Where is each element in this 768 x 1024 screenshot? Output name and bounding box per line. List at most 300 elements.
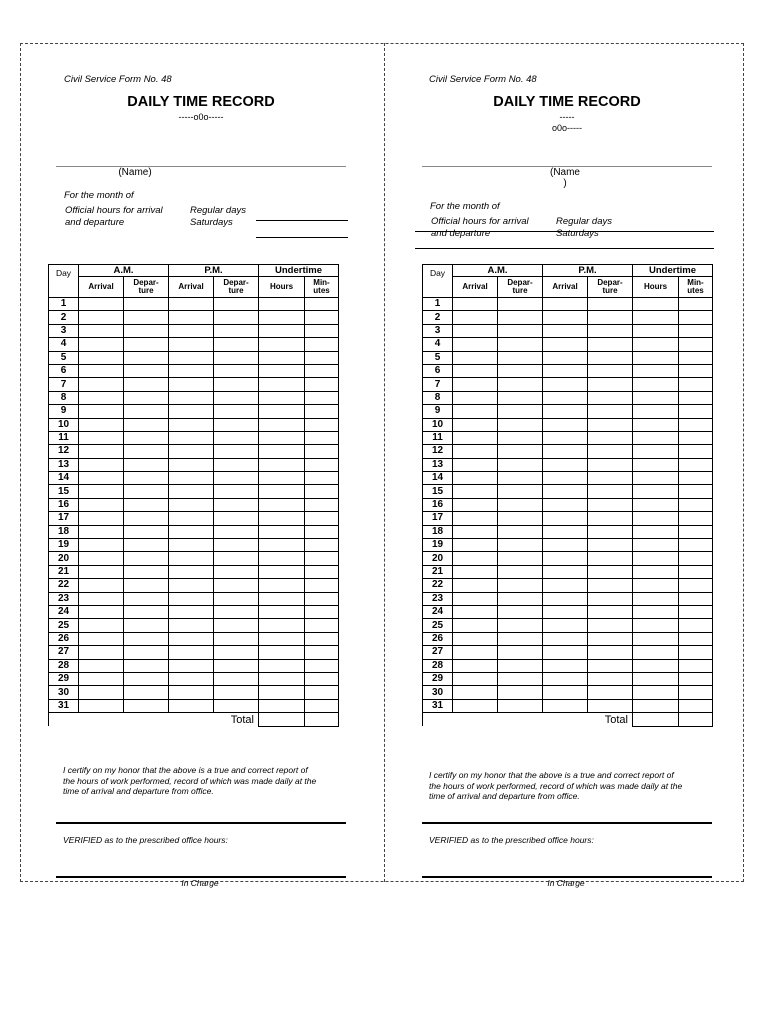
time-cell[interactable]: [259, 539, 305, 552]
time-cell[interactable]: [453, 539, 498, 552]
time-cell[interactable]: [214, 391, 259, 404]
time-cell[interactable]: [588, 324, 633, 337]
time-cell[interactable]: [588, 659, 633, 672]
time-cell[interactable]: [305, 659, 339, 672]
time-cell[interactable]: [305, 431, 339, 444]
time-cell[interactable]: [633, 699, 679, 712]
time-cell[interactable]: [679, 338, 713, 351]
time-cell[interactable]: [79, 672, 124, 685]
total-minutes-cell[interactable]: [305, 713, 339, 726]
time-cell[interactable]: [498, 699, 543, 712]
time-cell[interactable]: [633, 672, 679, 685]
time-cell[interactable]: [124, 431, 169, 444]
time-cell[interactable]: [588, 378, 633, 391]
time-cell[interactable]: [633, 525, 679, 538]
time-cell[interactable]: [588, 498, 633, 511]
time-cell[interactable]: [498, 338, 543, 351]
time-cell[interactable]: [259, 619, 305, 632]
time-cell[interactable]: [498, 579, 543, 592]
time-cell[interactable]: [679, 592, 713, 605]
time-cell[interactable]: [259, 364, 305, 377]
time-cell[interactable]: [633, 338, 679, 351]
time-cell[interactable]: [169, 418, 214, 431]
time-cell[interactable]: [453, 338, 498, 351]
time-cell[interactable]: [79, 458, 124, 471]
time-cell[interactable]: [453, 565, 498, 578]
time-cell[interactable]: [259, 485, 305, 498]
time-cell[interactable]: [169, 431, 214, 444]
time-cell[interactable]: [543, 512, 588, 525]
time-cell[interactable]: [79, 659, 124, 672]
time-cell[interactable]: [633, 351, 679, 364]
time-cell[interactable]: [453, 686, 498, 699]
time-cell[interactable]: [305, 699, 339, 712]
time-cell[interactable]: [259, 458, 305, 471]
time-cell[interactable]: [79, 431, 124, 444]
time-cell[interactable]: [169, 298, 214, 311]
time-cell[interactable]: [679, 512, 713, 525]
time-cell[interactable]: [543, 552, 588, 565]
time-cell[interactable]: [588, 418, 633, 431]
time-cell[interactable]: [169, 619, 214, 632]
time-cell[interactable]: [124, 418, 169, 431]
time-cell[interactable]: [79, 311, 124, 324]
time-cell[interactable]: [259, 472, 305, 485]
time-cell[interactable]: [79, 592, 124, 605]
time-cell[interactable]: [588, 525, 633, 538]
time-cell[interactable]: [79, 632, 124, 645]
time-cell[interactable]: [305, 311, 339, 324]
time-cell[interactable]: [453, 405, 498, 418]
time-cell[interactable]: [498, 592, 543, 605]
time-cell[interactable]: [305, 445, 339, 458]
time-cell[interactable]: [305, 619, 339, 632]
time-cell[interactable]: [214, 672, 259, 685]
time-cell[interactable]: [214, 605, 259, 618]
time-cell[interactable]: [633, 498, 679, 511]
time-cell[interactable]: [169, 498, 214, 511]
time-cell[interactable]: [124, 405, 169, 418]
time-cell[interactable]: [543, 351, 588, 364]
time-cell[interactable]: [498, 431, 543, 444]
time-cell[interactable]: [305, 472, 339, 485]
time-cell[interactable]: [79, 512, 124, 525]
time-cell[interactable]: [679, 699, 713, 712]
time-cell[interactable]: [588, 552, 633, 565]
time-cell[interactable]: [214, 592, 259, 605]
time-cell[interactable]: [79, 338, 124, 351]
time-cell[interactable]: [498, 659, 543, 672]
time-cell[interactable]: [543, 565, 588, 578]
time-cell[interactable]: [169, 351, 214, 364]
time-cell[interactable]: [679, 659, 713, 672]
time-cell[interactable]: [679, 686, 713, 699]
time-cell[interactable]: [79, 619, 124, 632]
time-cell[interactable]: [124, 579, 169, 592]
time-cell[interactable]: [543, 445, 588, 458]
time-cell[interactable]: [259, 498, 305, 511]
time-cell[interactable]: [305, 565, 339, 578]
time-cell[interactable]: [259, 672, 305, 685]
time-cell[interactable]: [588, 579, 633, 592]
time-cell[interactable]: [124, 298, 169, 311]
time-cell[interactable]: [498, 672, 543, 685]
time-cell[interactable]: [259, 632, 305, 645]
time-cell[interactable]: [633, 592, 679, 605]
time-cell[interactable]: [79, 539, 124, 552]
time-cell[interactable]: [305, 632, 339, 645]
time-cell[interactable]: [633, 324, 679, 337]
time-cell[interactable]: [498, 458, 543, 471]
time-cell[interactable]: [453, 364, 498, 377]
time-cell[interactable]: [453, 699, 498, 712]
time-cell[interactable]: [305, 351, 339, 364]
time-cell[interactable]: [679, 445, 713, 458]
time-cell[interactable]: [543, 458, 588, 471]
time-cell[interactable]: [214, 579, 259, 592]
time-cell[interactable]: [305, 391, 339, 404]
time-cell[interactable]: [543, 418, 588, 431]
time-cell[interactable]: [588, 311, 633, 324]
time-cell[interactable]: [305, 485, 339, 498]
time-cell[interactable]: [79, 418, 124, 431]
time-cell[interactable]: [679, 378, 713, 391]
time-cell[interactable]: [633, 605, 679, 618]
time-cell[interactable]: [633, 418, 679, 431]
time-cell[interactable]: [214, 686, 259, 699]
time-cell[interactable]: [679, 364, 713, 377]
time-cell[interactable]: [633, 632, 679, 645]
time-cell[interactable]: [679, 525, 713, 538]
time-cell[interactable]: [453, 646, 498, 659]
time-cell[interactable]: [498, 632, 543, 645]
time-cell[interactable]: [259, 405, 305, 418]
time-cell[interactable]: [169, 672, 214, 685]
time-cell[interactable]: [498, 298, 543, 311]
time-cell[interactable]: [679, 632, 713, 645]
time-cell[interactable]: [214, 298, 259, 311]
time-cell[interactable]: [453, 431, 498, 444]
time-cell[interactable]: [588, 619, 633, 632]
time-cell[interactable]: [453, 378, 498, 391]
time-cell[interactable]: [633, 472, 679, 485]
time-cell[interactable]: [588, 351, 633, 364]
time-cell[interactable]: [214, 619, 259, 632]
time-cell[interactable]: [498, 391, 543, 404]
time-cell[interactable]: [588, 632, 633, 645]
time-cell[interactable]: [679, 498, 713, 511]
time-cell[interactable]: [543, 391, 588, 404]
time-cell[interactable]: [124, 646, 169, 659]
time-cell[interactable]: [169, 472, 214, 485]
time-cell[interactable]: [633, 579, 679, 592]
time-cell[interactable]: [588, 686, 633, 699]
time-cell[interactable]: [679, 646, 713, 659]
time-cell[interactable]: [124, 364, 169, 377]
time-cell[interactable]: [214, 699, 259, 712]
time-cell[interactable]: [453, 552, 498, 565]
time-cell[interactable]: [79, 364, 124, 377]
time-cell[interactable]: [543, 525, 588, 538]
time-cell[interactable]: [588, 672, 633, 685]
time-cell[interactable]: [214, 364, 259, 377]
time-cell[interactable]: [453, 592, 498, 605]
time-cell[interactable]: [214, 378, 259, 391]
time-cell[interactable]: [79, 351, 124, 364]
time-cell[interactable]: [124, 512, 169, 525]
time-cell[interactable]: [169, 646, 214, 659]
time-cell[interactable]: [453, 512, 498, 525]
time-cell[interactable]: [214, 539, 259, 552]
time-cell[interactable]: [305, 324, 339, 337]
time-cell[interactable]: [588, 699, 633, 712]
time-cell[interactable]: [169, 525, 214, 538]
time-cell[interactable]: [543, 539, 588, 552]
time-cell[interactable]: [453, 472, 498, 485]
time-cell[interactable]: [305, 646, 339, 659]
time-cell[interactable]: [543, 338, 588, 351]
time-cell[interactable]: [543, 686, 588, 699]
time-cell[interactable]: [679, 472, 713, 485]
time-cell[interactable]: [305, 552, 339, 565]
time-cell[interactable]: [169, 539, 214, 552]
time-cell[interactable]: [679, 324, 713, 337]
total-hours-cell[interactable]: [633, 713, 679, 726]
time-cell[interactable]: [214, 498, 259, 511]
time-cell[interactable]: [633, 364, 679, 377]
time-cell[interactable]: [79, 646, 124, 659]
time-cell[interactable]: [633, 405, 679, 418]
time-cell[interactable]: [124, 565, 169, 578]
time-cell[interactable]: [453, 458, 498, 471]
time-cell[interactable]: [79, 565, 124, 578]
time-cell[interactable]: [259, 659, 305, 672]
time-cell[interactable]: [259, 351, 305, 364]
time-cell[interactable]: [588, 405, 633, 418]
time-cell[interactable]: [214, 632, 259, 645]
time-cell[interactable]: [124, 498, 169, 511]
time-cell[interactable]: [259, 525, 305, 538]
time-cell[interactable]: [498, 472, 543, 485]
time-cell[interactable]: [169, 364, 214, 377]
time-cell[interactable]: [588, 445, 633, 458]
time-cell[interactable]: [633, 298, 679, 311]
time-cell[interactable]: [79, 699, 124, 712]
time-cell[interactable]: [259, 338, 305, 351]
time-cell[interactable]: [124, 338, 169, 351]
time-cell[interactable]: [543, 324, 588, 337]
time-cell[interactable]: [305, 378, 339, 391]
time-cell[interactable]: [305, 512, 339, 525]
time-cell[interactable]: [169, 592, 214, 605]
time-cell[interactable]: [543, 405, 588, 418]
time-cell[interactable]: [679, 619, 713, 632]
total-minutes-cell[interactable]: [679, 713, 713, 726]
time-cell[interactable]: [588, 338, 633, 351]
time-cell[interactable]: [305, 338, 339, 351]
time-cell[interactable]: [588, 512, 633, 525]
time-cell[interactable]: [124, 458, 169, 471]
time-cell[interactable]: [259, 311, 305, 324]
time-cell[interactable]: [124, 472, 169, 485]
time-cell[interactable]: [124, 445, 169, 458]
time-cell[interactable]: [79, 472, 124, 485]
time-cell[interactable]: [543, 619, 588, 632]
time-cell[interactable]: [588, 539, 633, 552]
time-cell[interactable]: [679, 579, 713, 592]
time-cell[interactable]: [679, 605, 713, 618]
time-cell[interactable]: [498, 418, 543, 431]
time-cell[interactable]: [79, 605, 124, 618]
time-cell[interactable]: [79, 579, 124, 592]
time-cell[interactable]: [214, 351, 259, 364]
time-cell[interactable]: [543, 579, 588, 592]
time-cell[interactable]: [214, 552, 259, 565]
time-cell[interactable]: [588, 592, 633, 605]
time-cell[interactable]: [169, 311, 214, 324]
time-cell[interactable]: [79, 686, 124, 699]
time-cell[interactable]: [305, 458, 339, 471]
time-cell[interactable]: [79, 378, 124, 391]
time-cell[interactable]: [169, 405, 214, 418]
time-cell[interactable]: [79, 445, 124, 458]
time-cell[interactable]: [259, 378, 305, 391]
time-cell[interactable]: [305, 498, 339, 511]
time-cell[interactable]: [453, 672, 498, 685]
time-cell[interactable]: [498, 485, 543, 498]
time-cell[interactable]: [679, 539, 713, 552]
time-cell[interactable]: [543, 592, 588, 605]
time-cell[interactable]: [633, 431, 679, 444]
time-cell[interactable]: [498, 405, 543, 418]
time-cell[interactable]: [453, 619, 498, 632]
time-cell[interactable]: [259, 431, 305, 444]
time-cell[interactable]: [169, 579, 214, 592]
time-cell[interactable]: [588, 391, 633, 404]
time-cell[interactable]: [259, 445, 305, 458]
time-cell[interactable]: [543, 605, 588, 618]
time-cell[interactable]: [633, 686, 679, 699]
time-cell[interactable]: [498, 378, 543, 391]
time-cell[interactable]: [124, 485, 169, 498]
time-cell[interactable]: [259, 512, 305, 525]
time-cell[interactable]: [679, 485, 713, 498]
time-cell[interactable]: [259, 686, 305, 699]
time-cell[interactable]: [453, 391, 498, 404]
time-cell[interactable]: [169, 659, 214, 672]
time-cell[interactable]: [259, 646, 305, 659]
time-cell[interactable]: [169, 445, 214, 458]
time-cell[interactable]: [498, 311, 543, 324]
time-cell[interactable]: [543, 699, 588, 712]
time-cell[interactable]: [259, 298, 305, 311]
time-cell[interactable]: [498, 364, 543, 377]
time-cell[interactable]: [305, 672, 339, 685]
time-cell[interactable]: [543, 672, 588, 685]
time-cell[interactable]: [169, 686, 214, 699]
time-cell[interactable]: [124, 351, 169, 364]
time-cell[interactable]: [169, 391, 214, 404]
time-cell[interactable]: [169, 338, 214, 351]
time-cell[interactable]: [169, 378, 214, 391]
time-cell[interactable]: [453, 579, 498, 592]
time-cell[interactable]: [633, 445, 679, 458]
time-cell[interactable]: [633, 619, 679, 632]
time-cell[interactable]: [498, 686, 543, 699]
time-cell[interactable]: [259, 418, 305, 431]
time-cell[interactable]: [453, 485, 498, 498]
time-cell[interactable]: [169, 565, 214, 578]
time-cell[interactable]: [214, 512, 259, 525]
time-cell[interactable]: [543, 632, 588, 645]
time-cell[interactable]: [453, 298, 498, 311]
time-cell[interactable]: [169, 699, 214, 712]
time-cell[interactable]: [124, 539, 169, 552]
time-cell[interactable]: [453, 445, 498, 458]
time-cell[interactable]: [498, 498, 543, 511]
time-cell[interactable]: [79, 498, 124, 511]
time-cell[interactable]: [214, 458, 259, 471]
time-cell[interactable]: [543, 364, 588, 377]
time-cell[interactable]: [79, 485, 124, 498]
time-cell[interactable]: [124, 699, 169, 712]
time-cell[interactable]: [214, 311, 259, 324]
time-cell[interactable]: [305, 605, 339, 618]
time-cell[interactable]: [633, 646, 679, 659]
time-cell[interactable]: [124, 605, 169, 618]
time-cell[interactable]: [453, 659, 498, 672]
time-cell[interactable]: [498, 324, 543, 337]
time-cell[interactable]: [633, 458, 679, 471]
time-cell[interactable]: [543, 431, 588, 444]
time-cell[interactable]: [305, 298, 339, 311]
time-cell[interactable]: [305, 525, 339, 538]
time-cell[interactable]: [679, 311, 713, 324]
time-cell[interactable]: [498, 605, 543, 618]
time-cell[interactable]: [305, 579, 339, 592]
time-cell[interactable]: [124, 378, 169, 391]
time-cell[interactable]: [214, 659, 259, 672]
time-cell[interactable]: [453, 418, 498, 431]
time-cell[interactable]: [633, 565, 679, 578]
time-cell[interactable]: [124, 391, 169, 404]
time-cell[interactable]: [588, 472, 633, 485]
time-cell[interactable]: [124, 619, 169, 632]
time-cell[interactable]: [679, 672, 713, 685]
time-cell[interactable]: [259, 552, 305, 565]
time-cell[interactable]: [679, 298, 713, 311]
time-cell[interactable]: [124, 686, 169, 699]
time-cell[interactable]: [543, 378, 588, 391]
time-cell[interactable]: [679, 458, 713, 471]
time-cell[interactable]: [633, 539, 679, 552]
time-cell[interactable]: [124, 659, 169, 672]
time-cell[interactable]: [305, 592, 339, 605]
time-cell[interactable]: [453, 605, 498, 618]
time-cell[interactable]: [259, 565, 305, 578]
time-cell[interactable]: [543, 646, 588, 659]
time-cell[interactable]: [588, 565, 633, 578]
time-cell[interactable]: [679, 431, 713, 444]
time-cell[interactable]: [633, 311, 679, 324]
time-cell[interactable]: [588, 364, 633, 377]
time-cell[interactable]: [79, 391, 124, 404]
time-cell[interactable]: [679, 418, 713, 431]
time-cell[interactable]: [79, 525, 124, 538]
time-cell[interactable]: [79, 405, 124, 418]
time-cell[interactable]: [124, 592, 169, 605]
time-cell[interactable]: [214, 646, 259, 659]
